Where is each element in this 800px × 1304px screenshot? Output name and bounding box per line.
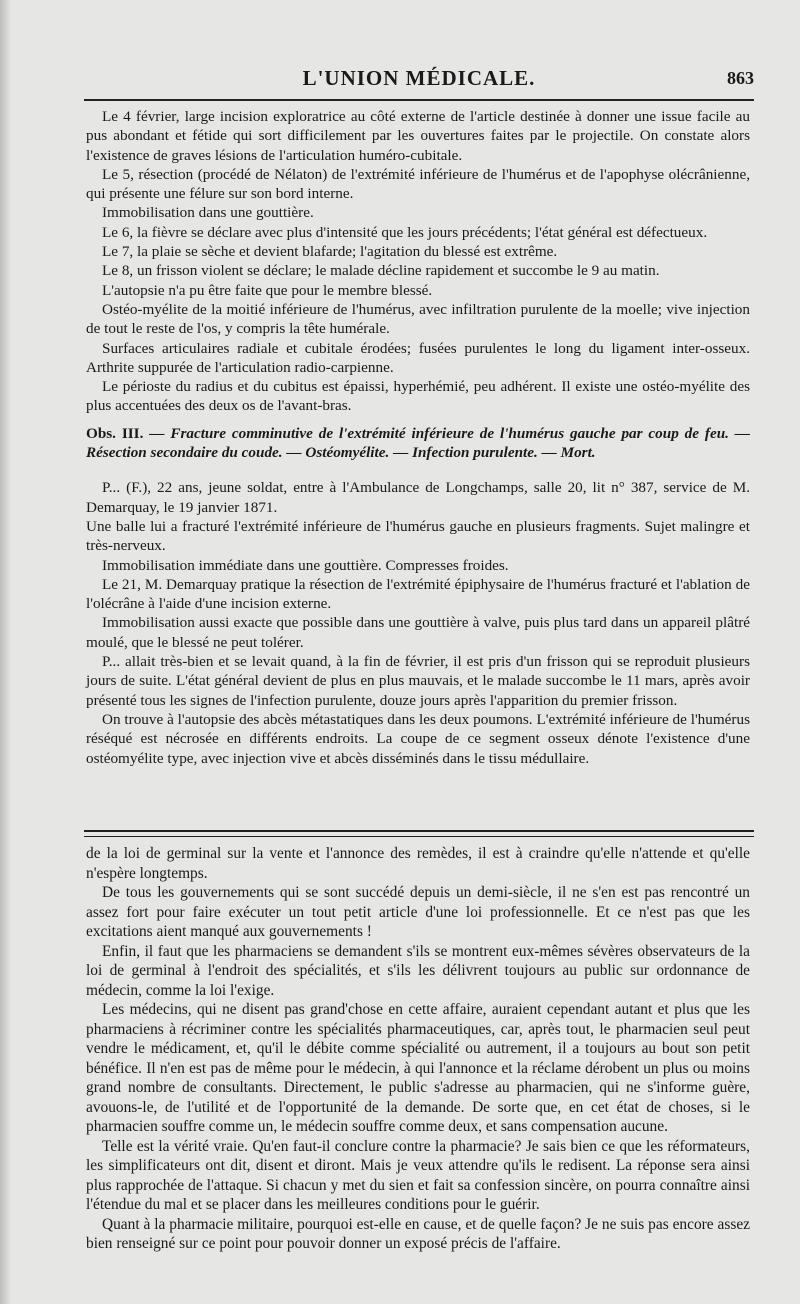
observation-number: Obs. III.: [86, 424, 144, 442]
paragraph: Une balle lui a fracturé l'extrémité inférieure de l'humérus gauche en plusieurs fragments. Sujet malingre et très-nerveux.: [86, 517, 750, 555]
paragraph: Le 7, la plaie se sèche et devient blafarde; l'agitation du blessé est extrême.: [102, 243, 558, 261]
paragraph: Immobilisation dans une gouttière.: [102, 204, 314, 222]
paragraph: P... (F.), 22 ans, jeune soldat, entre à l'Ambulance de Longchamps, salle 20, lit n° 387, service de M. Demarquay, le 19 janvier 1871.: [86, 479, 750, 516]
section-divider-thin: [84, 836, 754, 837]
observation-title: — Fracture comminutive de l'extrémité inférieure de l'humérus gauche par coup de feu. — Résection secondaire du coude. — Ostéomyélite. — Infection purulente. — Mort.: [86, 424, 750, 462]
header-rule: [84, 99, 754, 101]
paragraph: Ostéo-myélite de la moitié inférieure de l'humérus, avec infiltration purulente de la moelle; vive injection de tout le reste de l'os, y compris la tête humérale.: [86, 300, 750, 338]
page-number: 863: [727, 68, 754, 88]
paragraph: P... allait très-bien et se levait quand, à la fin de février, il est pris d'un frisson qui se reproduit plusieurs jours de suite. L'état général devient de plus en plus mauvais, et le malade succombe le 11 mars, après avoir présenté tous les signes de l'infection purulente, douze jours après l'apparition du premier frisson.: [86, 653, 750, 709]
clinical-section: [86, 107, 750, 768]
paragraph: de la loi de germinal sur la vente et l'annonce des remèdes, il est à craindre qu'elle n'attende et qu'elle n'espère longtemps.: [86, 845, 750, 882]
paragraph: Telle est la vérité vraie. Qu'en faut-il conclure contre la pharmacie? Je sais bien ce que les réformateurs, les simplificateurs ont dit, disent et diront. Mais je veux attendre qu'ils le redisent. La réponse sera ainsi plus rapprochée de l'attaque. Si chacun y met du sien et fait sa confession sincère, on pourra connaître ainsi l'étendue du mal et se placer dans les meilleures conditions pour le guérir.: [86, 1137, 750, 1213]
paragraph: L'autopsie n'a pu être faite que pour le membre blessé.: [102, 281, 433, 299]
page-edge: [0, 0, 10, 1304]
paragraph: Quant à la pharmacie militaire, pourquoi est-elle en cause, et de quelle façon? Je ne suis pas encore assez bien renseigné sur ce point pour pouvoir donner un exposé précis de l'affaire.: [86, 1215, 750, 1252]
paragraph: Enfin, il faut que les pharmaciens se demandent s'ils se montrent eux-mêmes sévères observateurs de la loi de germinal à l'endroit des spécialités, et s'ils les délivrent toujours au public sur ordonnance de médecin, comme la loi l'exige.: [86, 942, 750, 999]
journal-title: L'UNION MÉDICALE.: [302, 66, 536, 90]
observation-heading: [86, 424, 750, 463]
section-divider: [84, 830, 754, 832]
paragraph: Le 21, M. Demarquay pratique la résection de l'extrémité épiphysaire de l'humérus fracturé et l'ablation de l'olécrâne à l'aide d'une incision externe.: [86, 575, 750, 613]
paragraph: Les médecins, qui ne disent pas grand'chose en cette affaire, auraient cependant autant et plus que les pharmaciens à récriminer contre les spécialités pharmaceutiques, car, après tout, le pharmacien seul peut vendre le médicament, et, qu'il le débite comme spécialité ou autrement, il a toujours au bout son petit bénéfice. Il n'en est pas de même pour le médecin, à qui l'annonce et la réclame dérobent un plus ou moins grand nombre de consultants. Directement, le public s'adresse au pharmacien, qui ne s'informe guère, avouons-le, de l'utilité et de l'opportunité de la demande. De sorte que, en cet état de choses, si le pharmacien souffre comme un, le médecin souffre comme deux, et sans compensation aucune.: [86, 1001, 750, 1135]
paragraph: Le 4 février, large incision exploratrice au côté externe de l'article destinée à donner une issue facile au pus abondant et fétide qui sort difficilement par les ouvertures faites par le projectile. On constate alors l'existence de graves lésions de l'articulation huméro-cubitale.: [86, 108, 750, 164]
paragraph: On trouve à l'autopsie des abcès métastatiques dans les deux poumons. L'extrémité inférieure de l'humérus réséqué est nécrosée en différents endroits. La coupe de ce segment osseux dénote l'existence d'une ostéomyélite type, avec injection vive et abcès disséminés dans le tissu médullaire.: [86, 710, 750, 767]
paragraph: Le périoste du radius et du cubitus est épaissi, hyperhémié, peu adhérent. Il existe une ostéo-myélite des plus accentuées des deux os de l'avant-bras.: [86, 378, 750, 415]
paragraph: Immobilisation aussi exacte que possible dans une gouttière à valve, puis plus tard dans un appareil plâtré moulé, que le blessé ne peut tolérer.: [86, 614, 750, 651]
paragraph: Surfaces articulaires radiale et cubitale érodées; fusées purulentes le long du ligament inter-osseux. Arthrite suppurée de l'articulation radio-carpienne.: [86, 339, 750, 376]
paragraph: Le 8, un frisson violent se déclare; le malade décline rapidement et succombe le 9 au matin.: [102, 262, 660, 280]
feuilleton-section: [86, 844, 750, 1254]
page-header: [84, 66, 754, 96]
paragraph: Le 6, la fièvre se déclare avec plus d'intensité que les jours précédents; l'état général est défectueux.: [102, 223, 708, 241]
paragraph: De tous les gouvernements qui se sont succédé depuis un demi-siècle, il ne s'en est pas rencontré un assez fort pour faire exécuter un tout petit article d'une loi professionnelle. Et ce n'est pas que les excitations aient manqué aux gouvernements !: [86, 884, 750, 940]
paragraph: Immobilisation immédiate dans une gouttière. Compresses froides.: [102, 556, 509, 574]
paragraph: Le 5, résection (procédé de Nélaton) de l'extrémité inférieure de l'humérus et de l'apophyse olécrânienne, qui présente une félure sur son bord interne.: [86, 165, 750, 203]
